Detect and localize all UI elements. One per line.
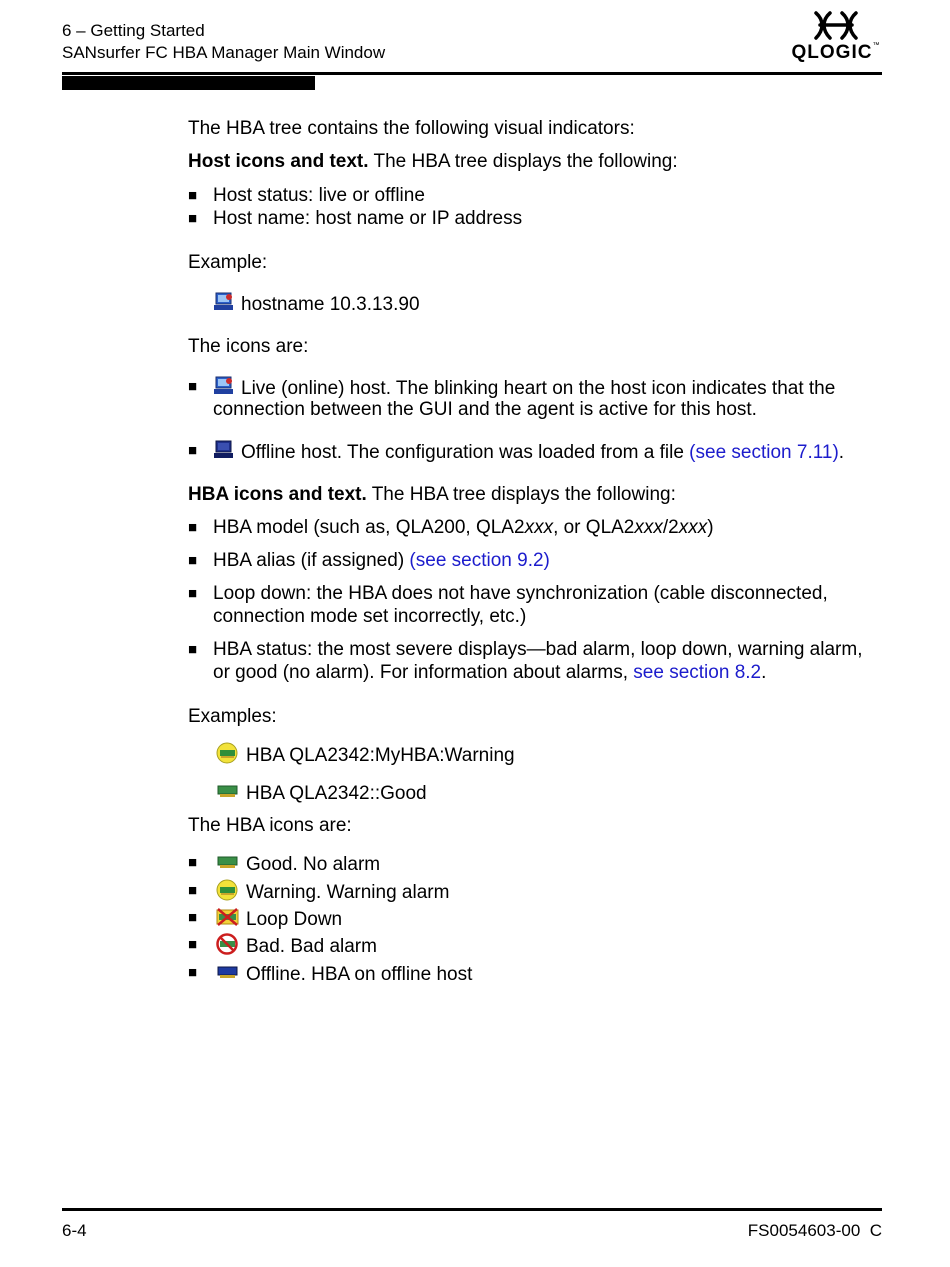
header-chapter: 6 – Getting Started (62, 21, 205, 40)
logo-wordmark: QLOGIC™ (791, 42, 881, 63)
hba-good-icon (216, 851, 240, 873)
link-section-7-11[interactable]: (see section 7.11) (689, 442, 839, 463)
list-item: Loop Down (216, 906, 342, 931)
header-section: SANsurfer FC HBA Manager Main Window (62, 43, 386, 62)
hba-bad-icon (216, 933, 240, 955)
hba-warning-icon (216, 879, 240, 901)
icons-are-text: The icons are: (188, 336, 309, 357)
list-item: Live (online) host. The blinking heart on the host icon indicates that the (213, 375, 835, 400)
list-item: HBA model (such as, QLA200, QLA2xxx, or QLA2xxx/2xxx) (213, 517, 714, 538)
hba-heading: HBA icons and text. (188, 484, 367, 505)
offline-host-icon (213, 439, 235, 461)
document-id: FS0054603-00 C (747, 1221, 882, 1240)
host-heading: Host icons and text. (188, 151, 369, 172)
page-number: 6-4 (62, 1221, 87, 1240)
header-rule (62, 72, 882, 75)
host-example: hostname 10.3.13.90 (213, 291, 420, 316)
hba-warning-icon (216, 742, 240, 764)
link-section-8-2[interactable]: see section 8.2 (633, 662, 762, 683)
list-item-continuation: or good (no alarm). For information about alarms, see section 8.2. (213, 662, 767, 683)
list-item: Warning. Warning alarm (216, 879, 449, 904)
footer-rule (62, 1208, 882, 1211)
list-item: Offline. HBA on offline host (216, 961, 472, 986)
example-warning: HBA QLA2342:MyHBA:Warning (216, 742, 515, 767)
list-item: Host name: host name or IP address (213, 208, 523, 229)
example-good: HBA QLA2342::Good (216, 780, 427, 805)
list-item: Good. No alarm (216, 851, 380, 876)
live-host-icon (213, 291, 235, 313)
list-item: Host status: live or offline (213, 185, 425, 206)
qlogic-logo (790, 10, 882, 64)
example-label: Example: (188, 252, 268, 273)
list-item: HBA status: the most severe displays—bad alarm, loop down, warning alarm, (213, 639, 863, 660)
live-host-icon (213, 375, 235, 397)
hba-offline-icon (216, 961, 240, 983)
list-item: Offline host. The configuration was loaded from a file (see section 7.11). (213, 439, 844, 464)
hba-heading-line: HBA icons and text. The HBA tree displays the following: (188, 484, 676, 505)
list-item-continuation: connection mode set incorrectly, etc.) (213, 606, 527, 627)
link-section-9-2[interactable]: (see section 9.2) (409, 550, 550, 571)
examples-label: Examples: (188, 706, 277, 727)
list-item: Bad. Bad alarm (216, 933, 377, 958)
list-item: Loop down: the HBA does not have synchronization (cable disconnected, (213, 583, 828, 604)
qlogic-emblem-icon (790, 10, 882, 42)
hba-good-icon (216, 780, 240, 802)
hba-icons-are-text: The HBA icons are: (188, 815, 352, 836)
list-item-continuation: connection between the GUI and the agent is active for this host. (213, 399, 757, 420)
hba-loop-down-icon (216, 906, 240, 928)
host-heading-line: Host icons and text. The HBA tree displays the following: (188, 151, 678, 172)
intro-text: The HBA tree contains the following visual indicators: (188, 118, 635, 139)
list-item: HBA alias (if assigned) (see section 9.2) (213, 550, 550, 571)
header-tab-bar (62, 76, 315, 90)
